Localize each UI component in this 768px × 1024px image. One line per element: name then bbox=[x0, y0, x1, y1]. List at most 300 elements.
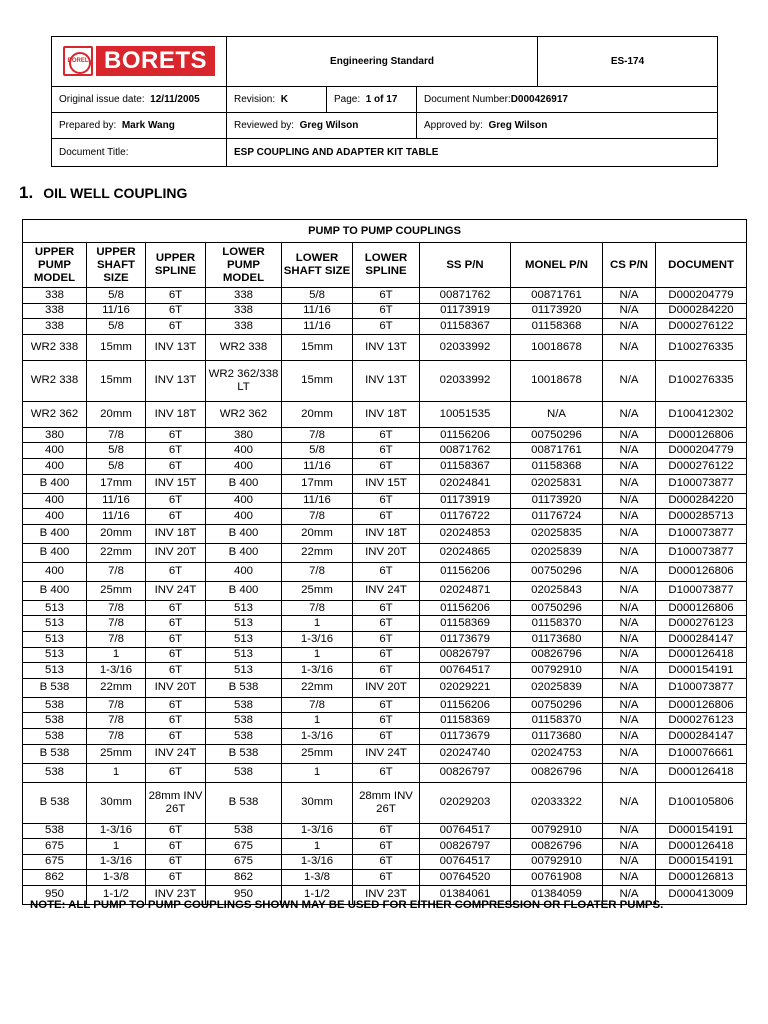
table-cell: N/A bbox=[603, 728, 656, 744]
table-cell: 25mm bbox=[282, 581, 353, 600]
table-cell: N/A bbox=[603, 443, 656, 459]
table-cell: N/A bbox=[603, 870, 656, 886]
table-cell: 6T bbox=[146, 763, 206, 782]
table-cell: N/A bbox=[603, 647, 656, 663]
table-row bbox=[23, 581, 747, 600]
table-cell: D000126806 bbox=[656, 427, 747, 443]
table-cell: 02025843 bbox=[511, 581, 603, 600]
table-cell: 338 bbox=[23, 303, 87, 319]
document-title-label: Document Title: bbox=[52, 139, 227, 167]
table-cell: N/A bbox=[603, 543, 656, 562]
table-cell: 538 bbox=[23, 823, 87, 839]
table-row bbox=[23, 427, 747, 443]
table-cell: D100073877 bbox=[656, 524, 747, 543]
table-row bbox=[23, 562, 747, 581]
table-cell: D100276335 bbox=[656, 360, 747, 401]
table-cell: 6T bbox=[146, 631, 206, 647]
company-logo bbox=[63, 46, 215, 76]
table-cell: INV 13T bbox=[353, 360, 420, 401]
table-cell: 338 bbox=[23, 319, 87, 335]
table-cell: N/A bbox=[603, 782, 656, 823]
table-cell: 338 bbox=[206, 303, 282, 319]
table-cell: 7/8 bbox=[87, 562, 146, 581]
table-cell: N/A bbox=[603, 600, 656, 616]
table-cell: D000285713 bbox=[656, 509, 747, 525]
table-cell: D000126418 bbox=[656, 647, 747, 663]
table-cell: D000284147 bbox=[656, 631, 747, 647]
company-logo-cell bbox=[52, 37, 227, 87]
table-cell: D000126418 bbox=[656, 763, 747, 782]
table-cell: 10051535 bbox=[420, 401, 511, 427]
column-header: CS P/N bbox=[603, 243, 656, 288]
table-cell: 15mm bbox=[282, 334, 353, 360]
table-cell: 6T bbox=[353, 631, 420, 647]
table-cell: B 538 bbox=[206, 744, 282, 763]
document-id: ES-174 bbox=[538, 37, 718, 87]
table-cell: 00826796 bbox=[511, 647, 603, 663]
table-cell: 6T bbox=[353, 303, 420, 319]
table-cell: 01384059 bbox=[511, 885, 603, 904]
table-cell: 1 bbox=[87, 839, 146, 855]
table-cell: WR2 362/338 LT bbox=[206, 360, 282, 401]
table-cell: INV 18T bbox=[353, 401, 420, 427]
table-cell: 01156206 bbox=[420, 427, 511, 443]
table-cell: 513 bbox=[23, 647, 87, 663]
table-cell: 7/8 bbox=[87, 427, 146, 443]
table-cell: D000154191 bbox=[656, 823, 747, 839]
table-cell: INV 20T bbox=[146, 678, 206, 697]
section-heading: 1. OIL WELL COUPLING bbox=[19, 183, 188, 202]
table-cell: 7/8 bbox=[87, 713, 146, 729]
column-header: UPPER SPLINE bbox=[146, 243, 206, 288]
table-cell: 22mm bbox=[87, 543, 146, 562]
table-cell: 00750296 bbox=[511, 697, 603, 713]
table-cell: 6T bbox=[353, 509, 420, 525]
table-cell: 6T bbox=[353, 763, 420, 782]
table-cell: 7/8 bbox=[282, 600, 353, 616]
table-body bbox=[23, 288, 747, 905]
table-cell: INV 24T bbox=[146, 581, 206, 600]
table-row bbox=[23, 823, 747, 839]
table-cell: B 538 bbox=[23, 744, 87, 763]
table-cell: B 400 bbox=[206, 474, 282, 493]
table-cell: 00750296 bbox=[511, 600, 603, 616]
table-cell: 25mm bbox=[87, 744, 146, 763]
table-cell: 1 bbox=[282, 616, 353, 632]
table-cell: INV 24T bbox=[353, 581, 420, 600]
table-cell: 02033992 bbox=[420, 360, 511, 401]
table-cell: 01173680 bbox=[511, 728, 603, 744]
table-cell: 00871762 bbox=[420, 288, 511, 304]
document-number: Document Number:D000426917 bbox=[417, 87, 718, 113]
table-cell: INV 15T bbox=[146, 474, 206, 493]
table-cell: 00750296 bbox=[511, 427, 603, 443]
table-cell: 28mm INV 26T bbox=[146, 782, 206, 823]
table-cell: 338 bbox=[206, 319, 282, 335]
table-cell: WR2 362 bbox=[23, 401, 87, 427]
column-header: LOWER PUMP MODEL bbox=[206, 243, 282, 288]
table-cell: 538 bbox=[23, 697, 87, 713]
table-cell: 01173680 bbox=[511, 631, 603, 647]
table-cell: 6T bbox=[353, 458, 420, 474]
table-cell: 1-3/16 bbox=[87, 823, 146, 839]
brand-name: BORETS bbox=[96, 46, 215, 76]
table-cell: D000204779 bbox=[656, 288, 747, 304]
table-cell: 02024871 bbox=[420, 581, 511, 600]
table-cell: 10018678 bbox=[511, 334, 603, 360]
column-header: DOCUMENT bbox=[656, 243, 747, 288]
table-cell: 380 bbox=[23, 427, 87, 443]
table-cell: 538 bbox=[23, 728, 87, 744]
table-cell: D000276123 bbox=[656, 713, 747, 729]
table-cell: 675 bbox=[206, 839, 282, 855]
table-row bbox=[23, 854, 747, 870]
table-row bbox=[23, 458, 747, 474]
table-cell: N/A bbox=[603, 713, 656, 729]
table-cell: 400 bbox=[206, 443, 282, 459]
table-cell: 7/8 bbox=[87, 728, 146, 744]
table-cell: 01173679 bbox=[420, 631, 511, 647]
table-cell: 400 bbox=[23, 509, 87, 525]
column-header: MONEL P/N bbox=[511, 243, 603, 288]
table-cell: N/A bbox=[603, 509, 656, 525]
table-cell: 01384061 bbox=[420, 885, 511, 904]
table-cell: N/A bbox=[603, 631, 656, 647]
table-cell: 6T bbox=[353, 697, 420, 713]
table-cell: 01156206 bbox=[420, 697, 511, 713]
table-row bbox=[23, 493, 747, 509]
table-cell: 1 bbox=[282, 647, 353, 663]
table-cell: 538 bbox=[206, 713, 282, 729]
table-cell: 01156206 bbox=[420, 562, 511, 581]
table-cell: N/A bbox=[603, 401, 656, 427]
table-row bbox=[23, 600, 747, 616]
table-cell: 6T bbox=[353, 823, 420, 839]
table-cell: 6T bbox=[353, 839, 420, 855]
table-row bbox=[23, 647, 747, 663]
table-row bbox=[23, 334, 747, 360]
document-header bbox=[51, 36, 718, 167]
table-cell: 00761908 bbox=[511, 870, 603, 886]
page-number: Page: 1 of 17 bbox=[327, 87, 417, 113]
table-cell: 7/8 bbox=[87, 616, 146, 632]
borel-logo-icon: BOREL bbox=[63, 46, 93, 76]
table-cell: 00871762 bbox=[420, 443, 511, 459]
table-cell: N/A bbox=[603, 524, 656, 543]
table-cell: 6T bbox=[146, 303, 206, 319]
table-cell: D100076661 bbox=[656, 744, 747, 763]
table-cell: 6T bbox=[146, 288, 206, 304]
table-cell: 20mm bbox=[87, 401, 146, 427]
table-cell: B 400 bbox=[206, 581, 282, 600]
column-header: SS P/N bbox=[420, 243, 511, 288]
table-cell: 02024865 bbox=[420, 543, 511, 562]
table-row bbox=[23, 288, 747, 304]
table-cell: 01158369 bbox=[420, 713, 511, 729]
table-cell: 6T bbox=[146, 443, 206, 459]
table-cell: 17mm bbox=[87, 474, 146, 493]
table-row bbox=[23, 524, 747, 543]
table-row bbox=[23, 839, 747, 855]
table-cell: 11/16 bbox=[282, 458, 353, 474]
table-cell: 01158368 bbox=[511, 458, 603, 474]
table-cell: B 538 bbox=[206, 678, 282, 697]
table-cell: 513 bbox=[206, 616, 282, 632]
reviewed-by: Reviewed by: Greg Wilson bbox=[227, 113, 417, 139]
table-cell: 00792910 bbox=[511, 854, 603, 870]
table-cell: D000126418 bbox=[656, 839, 747, 855]
table-cell: 01158368 bbox=[511, 319, 603, 335]
table-cell: 7/8 bbox=[87, 697, 146, 713]
revision: Revision: K bbox=[227, 87, 327, 113]
table-cell: 11/16 bbox=[87, 303, 146, 319]
table-cell: N/A bbox=[603, 678, 656, 697]
table-cell: INV 23T bbox=[353, 885, 420, 904]
table-cell: 5/8 bbox=[87, 288, 146, 304]
table-cell: 20mm bbox=[87, 524, 146, 543]
table-cell: 00764517 bbox=[420, 663, 511, 679]
table-cell: D000126813 bbox=[656, 870, 747, 886]
table-cell: 00871761 bbox=[511, 443, 603, 459]
table-cell: INV 13T bbox=[146, 334, 206, 360]
table-cell: B 400 bbox=[23, 474, 87, 493]
table-cell: 538 bbox=[206, 697, 282, 713]
table-cell: 01173679 bbox=[420, 728, 511, 744]
table-cell: 6T bbox=[353, 493, 420, 509]
table-cell: D100105806 bbox=[656, 782, 747, 823]
table-cell: 6T bbox=[146, 647, 206, 663]
table-cell: 00826797 bbox=[420, 839, 511, 855]
table-cell: 338 bbox=[206, 288, 282, 304]
table-cell: 1 bbox=[87, 763, 146, 782]
document-type-title: Engineering Standard bbox=[227, 37, 538, 87]
table-cell: N/A bbox=[603, 334, 656, 360]
table-cell: 01176722 bbox=[420, 509, 511, 525]
table-cell: 6T bbox=[146, 823, 206, 839]
table-cell: 1-1/2 bbox=[282, 885, 353, 904]
table-cell: 400 bbox=[206, 509, 282, 525]
table-cell: INV 24T bbox=[353, 744, 420, 763]
table-cell: 513 bbox=[206, 647, 282, 663]
table-cell: D100412302 bbox=[656, 401, 747, 427]
table-cell: 7/8 bbox=[282, 509, 353, 525]
table-cell: INV 18T bbox=[146, 524, 206, 543]
table-cell: N/A bbox=[603, 663, 656, 679]
table-cell: 400 bbox=[23, 493, 87, 509]
table-cell: 6T bbox=[353, 616, 420, 632]
table-row bbox=[23, 782, 747, 823]
table-cell: 00871761 bbox=[511, 288, 603, 304]
table-row bbox=[23, 697, 747, 713]
table-cell: 6T bbox=[353, 427, 420, 443]
table-cell: 11/16 bbox=[87, 509, 146, 525]
table-cell: 02024740 bbox=[420, 744, 511, 763]
table-cell: 01158370 bbox=[511, 713, 603, 729]
table-cell: 513 bbox=[206, 663, 282, 679]
table-cell: 7/8 bbox=[87, 631, 146, 647]
table-cell: 1-3/16 bbox=[282, 823, 353, 839]
table-cell: N/A bbox=[603, 360, 656, 401]
table-cell: D000126806 bbox=[656, 600, 747, 616]
table-cell: 862 bbox=[23, 870, 87, 886]
table-cell: D100073877 bbox=[656, 543, 747, 562]
table-cell: 6T bbox=[146, 493, 206, 509]
table-row bbox=[23, 443, 747, 459]
table-cell: 538 bbox=[23, 713, 87, 729]
table-cell: 02025839 bbox=[511, 678, 603, 697]
table-cell: B 400 bbox=[23, 581, 87, 600]
table-cell: 02033322 bbox=[511, 782, 603, 823]
table-row bbox=[23, 360, 747, 401]
table-cell: 02029203 bbox=[420, 782, 511, 823]
table-cell: D100073877 bbox=[656, 581, 747, 600]
table-cell: 400 bbox=[206, 493, 282, 509]
prepared-by: Prepared by: Mark Wang bbox=[52, 113, 227, 139]
table-cell: 25mm bbox=[282, 744, 353, 763]
table-row bbox=[23, 509, 747, 525]
table-cell: 400 bbox=[23, 562, 87, 581]
table-cell: 02025835 bbox=[511, 524, 603, 543]
table-cell: 400 bbox=[23, 443, 87, 459]
table-cell: N/A bbox=[603, 763, 656, 782]
table-cell: 862 bbox=[206, 870, 282, 886]
original-issue-date: Original issue date: 12/11/2005 bbox=[52, 87, 227, 113]
table-cell: 02024853 bbox=[420, 524, 511, 543]
table-cell: WR2 338 bbox=[23, 334, 87, 360]
table-cell: INV 15T bbox=[353, 474, 420, 493]
table-cell: 6T bbox=[353, 713, 420, 729]
table-cell: 00826796 bbox=[511, 763, 603, 782]
table-note: NOTE: ALL PUMP TO PUMP COUPLINGS SHOWN MAY BE USED FOR EITHER COMPRESSION OR FLOATER PUMPS. bbox=[30, 899, 664, 911]
table-cell: N/A bbox=[603, 427, 656, 443]
table-cell: INV 20T bbox=[146, 543, 206, 562]
table-row bbox=[23, 763, 747, 782]
table-cell: 00792910 bbox=[511, 823, 603, 839]
table-row bbox=[23, 728, 747, 744]
table-cell: N/A bbox=[603, 697, 656, 713]
table-cell: 00764517 bbox=[420, 854, 511, 870]
table-cell: 513 bbox=[23, 616, 87, 632]
table-cell: N/A bbox=[603, 288, 656, 304]
table-cell: 01158370 bbox=[511, 616, 603, 632]
table-cell: N/A bbox=[603, 303, 656, 319]
table-cell: 01173919 bbox=[420, 303, 511, 319]
table-cell: 513 bbox=[206, 600, 282, 616]
table-cell: N/A bbox=[511, 401, 603, 427]
table-cell: 15mm bbox=[87, 334, 146, 360]
table-cell: D000413009 bbox=[656, 885, 747, 904]
table-cell: B 400 bbox=[206, 524, 282, 543]
table-cell: D000154191 bbox=[656, 663, 747, 679]
table-cell: 6T bbox=[146, 509, 206, 525]
table-row bbox=[23, 713, 747, 729]
table-cell: 1-3/8 bbox=[87, 870, 146, 886]
table-cell: 00826796 bbox=[511, 839, 603, 855]
table-cell: 02024753 bbox=[511, 744, 603, 763]
table-cell: 15mm bbox=[282, 360, 353, 401]
table-cell: 00764517 bbox=[420, 823, 511, 839]
table-cell: 6T bbox=[146, 616, 206, 632]
table-cell: 22mm bbox=[282, 678, 353, 697]
table-cell: 6T bbox=[353, 663, 420, 679]
table-cell: INV 20T bbox=[353, 543, 420, 562]
table-cell: 1 bbox=[282, 713, 353, 729]
table-cell: 1 bbox=[282, 763, 353, 782]
table-cell: 17mm bbox=[282, 474, 353, 493]
table-cell: 15mm bbox=[87, 360, 146, 401]
table-cell: 01173920 bbox=[511, 493, 603, 509]
table-cell: 1-3/16 bbox=[282, 631, 353, 647]
table-cell: 6T bbox=[146, 458, 206, 474]
table-cell: D000276122 bbox=[656, 458, 747, 474]
table-header-row bbox=[23, 243, 747, 288]
table-cell: 7/8 bbox=[282, 697, 353, 713]
table-cell: 1 bbox=[87, 647, 146, 663]
table-cell: 28mm INV 26T bbox=[353, 782, 420, 823]
table-cell: 7/8 bbox=[87, 600, 146, 616]
table-cell: N/A bbox=[603, 854, 656, 870]
table-cell: 11/16 bbox=[282, 493, 353, 509]
table-row bbox=[23, 678, 747, 697]
table-cell: N/A bbox=[603, 823, 656, 839]
table-caption: PUMP TO PUMP COUPLINGS bbox=[23, 220, 747, 243]
table-cell: 25mm bbox=[87, 581, 146, 600]
table-cell: 6T bbox=[146, 600, 206, 616]
table-cell: 11/16 bbox=[282, 319, 353, 335]
table-row bbox=[23, 543, 747, 562]
table-cell: D000284220 bbox=[656, 303, 747, 319]
table-cell: 30mm bbox=[87, 782, 146, 823]
table-cell: 1-3/16 bbox=[282, 663, 353, 679]
table-cell: 950 bbox=[23, 885, 87, 904]
table-cell: INV 24T bbox=[146, 744, 206, 763]
table-row bbox=[23, 401, 747, 427]
table-cell: 6T bbox=[353, 443, 420, 459]
table-cell: N/A bbox=[603, 581, 656, 600]
table-cell: D000204779 bbox=[656, 443, 747, 459]
table-cell: 7/8 bbox=[282, 562, 353, 581]
table-cell: B 538 bbox=[23, 678, 87, 697]
document-title: ESP COUPLING AND ADAPTER KIT TABLE bbox=[227, 139, 718, 167]
table-cell: 00764520 bbox=[420, 870, 511, 886]
table-cell: D000284147 bbox=[656, 728, 747, 744]
table-cell: 6T bbox=[353, 647, 420, 663]
table-cell: 1-1/2 bbox=[87, 885, 146, 904]
table-cell: INV 23T bbox=[146, 885, 206, 904]
table-cell: 10018678 bbox=[511, 360, 603, 401]
table-cell: B 400 bbox=[23, 543, 87, 562]
table-cell: 01156206 bbox=[420, 600, 511, 616]
table-cell: 6T bbox=[146, 839, 206, 855]
table-cell: N/A bbox=[603, 458, 656, 474]
table-cell: 400 bbox=[206, 458, 282, 474]
table-cell: B 538 bbox=[23, 782, 87, 823]
table-cell: 22mm bbox=[282, 543, 353, 562]
table-row bbox=[23, 319, 747, 335]
table-cell: 538 bbox=[23, 763, 87, 782]
table-cell: 00826797 bbox=[420, 763, 511, 782]
table-cell: 6T bbox=[146, 713, 206, 729]
table-cell: 1-3/8 bbox=[282, 870, 353, 886]
table-cell: 1-3/16 bbox=[282, 728, 353, 744]
table-cell: 1-3/16 bbox=[87, 854, 146, 870]
table-cell: 6T bbox=[146, 319, 206, 335]
table-cell: D100073877 bbox=[656, 474, 747, 493]
table-cell: 20mm bbox=[282, 524, 353, 543]
table-cell: INV 18T bbox=[353, 524, 420, 543]
table-cell: 11/16 bbox=[282, 303, 353, 319]
table-cell: N/A bbox=[603, 616, 656, 632]
